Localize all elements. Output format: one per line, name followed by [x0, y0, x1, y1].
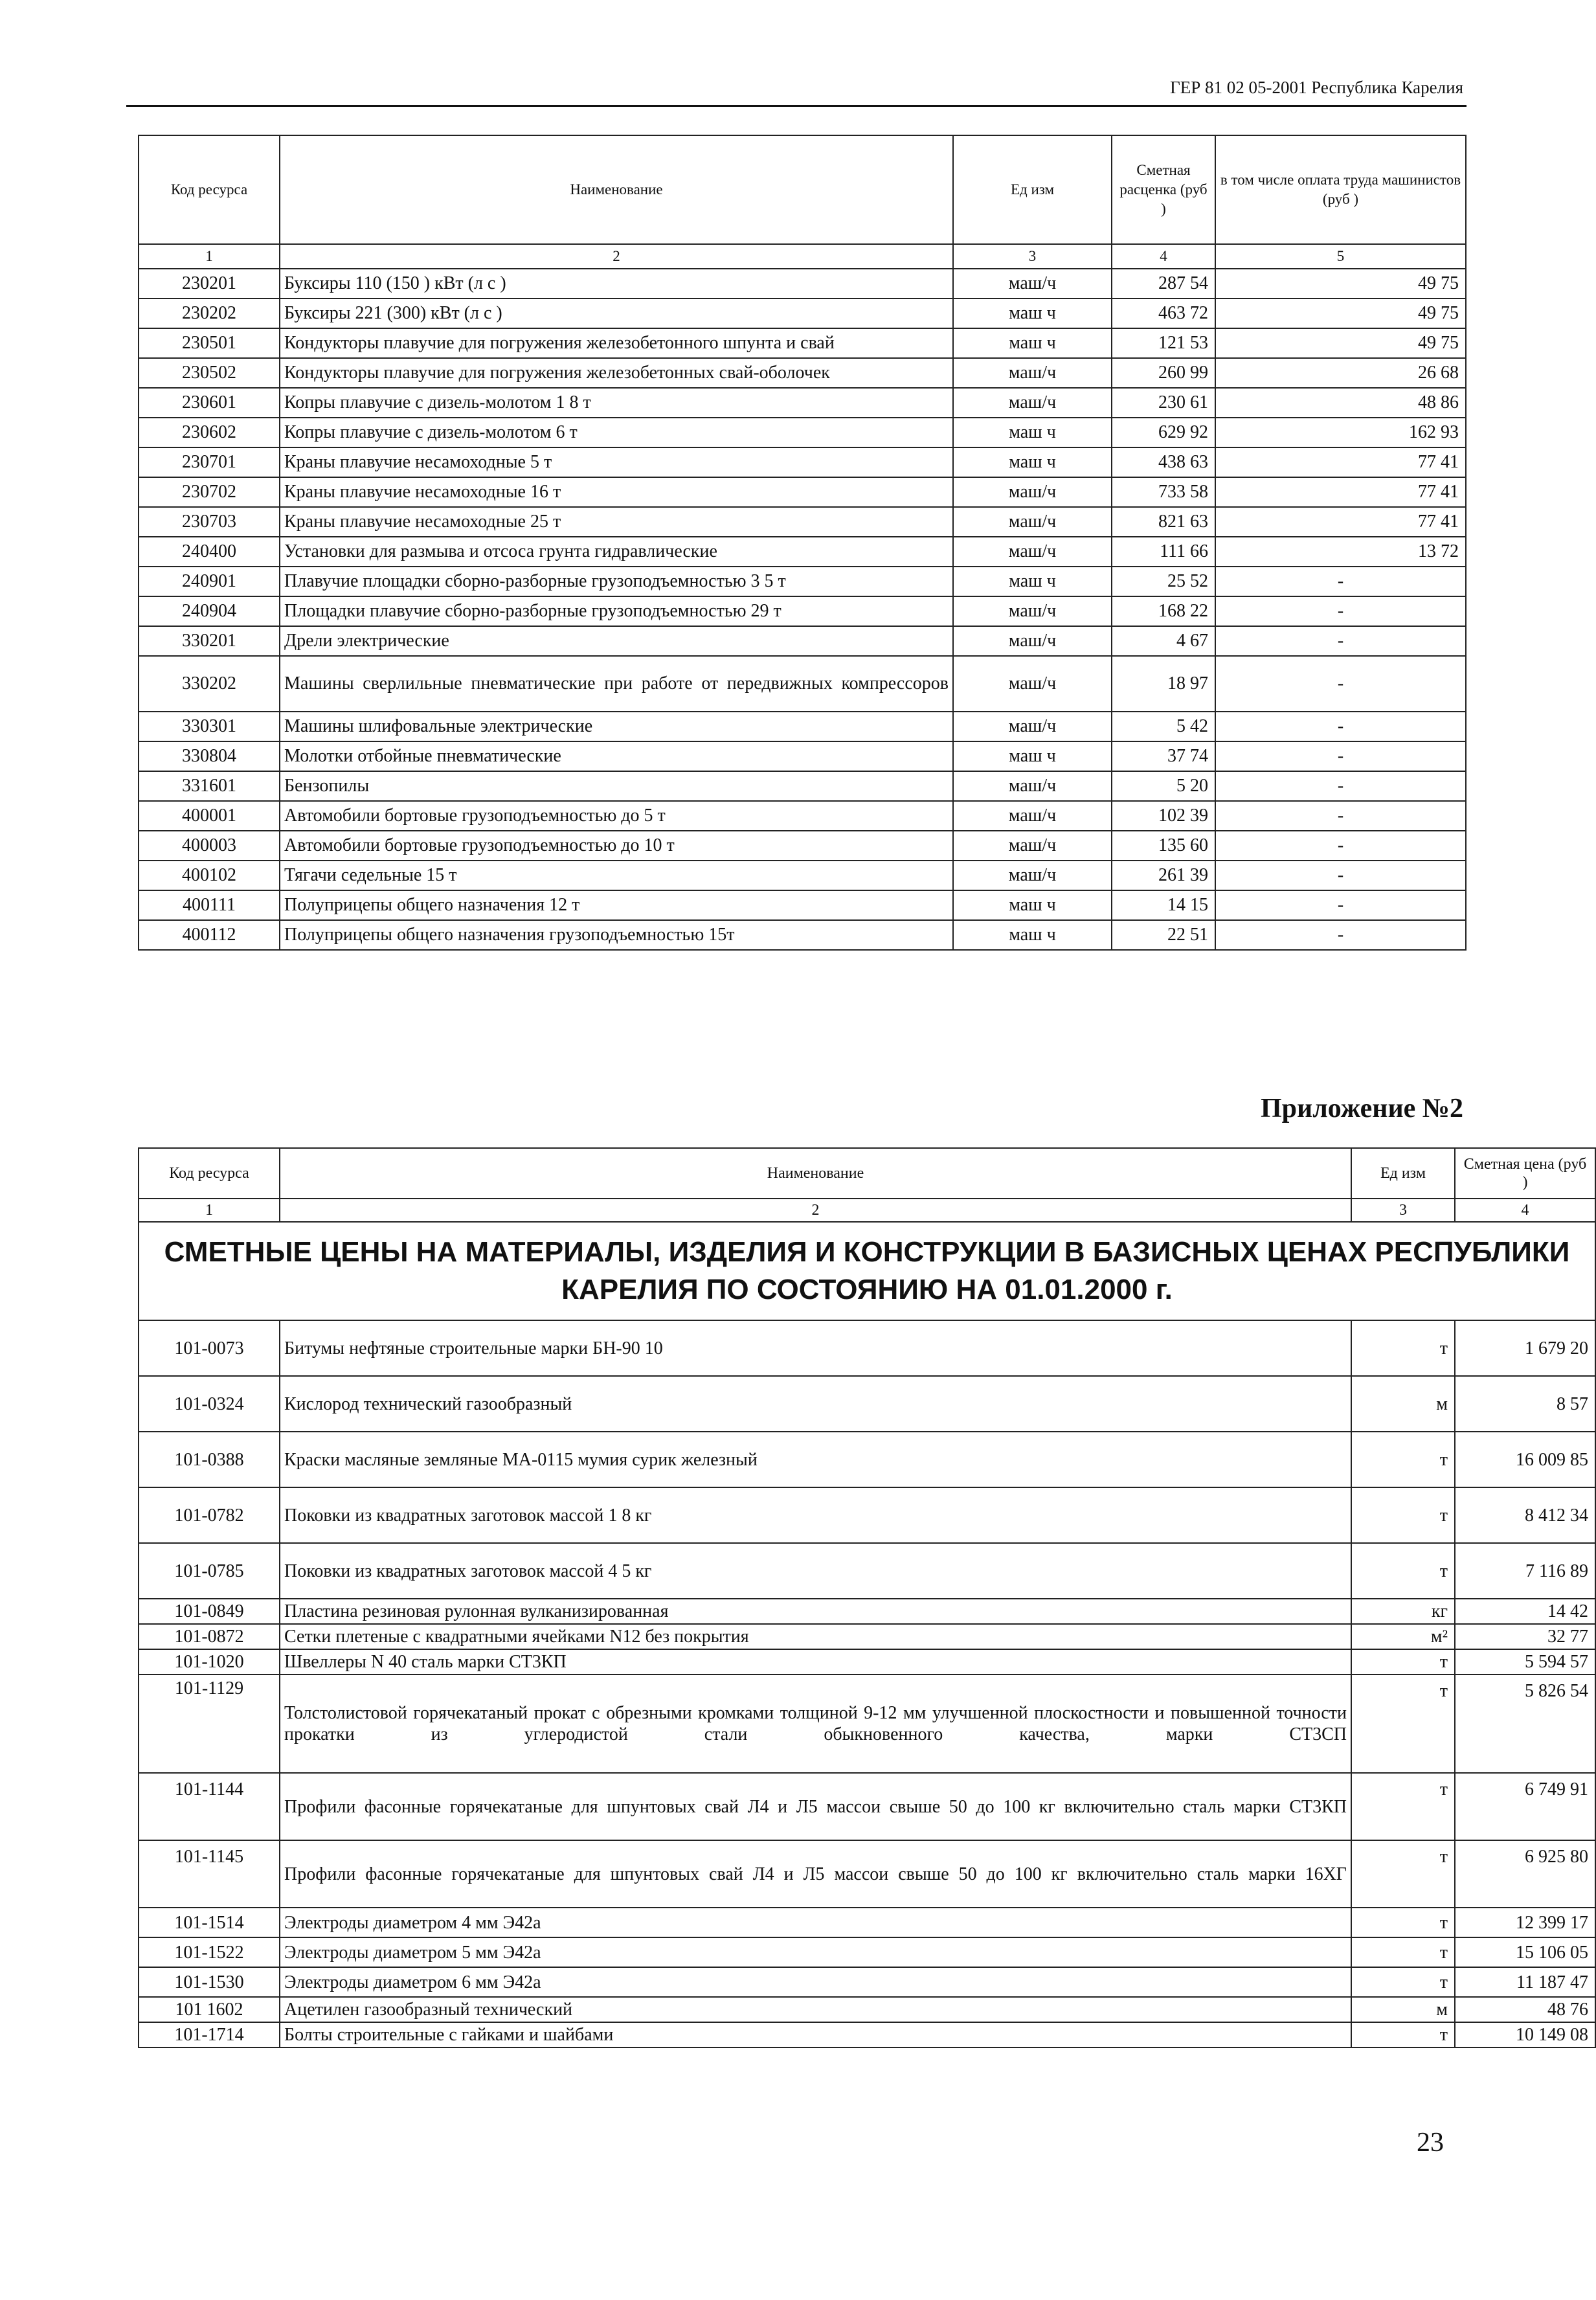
table-row [139, 1320, 1595, 1376]
resource-code: 240400 [139, 537, 280, 567]
estimated-price: 48 76 [1455, 1997, 1595, 2022]
column-number: 5 [1215, 244, 1466, 269]
unit: маш/ч [953, 712, 1112, 741]
column-number: 4 [1455, 1199, 1595, 1222]
unit: маш ч [953, 741, 1112, 771]
resource-name: Установки для размыва и отсоса грунта гидравлические [280, 537, 953, 567]
resource-name: Дрели электрические [280, 626, 953, 656]
operator-wage: 49 75 [1215, 299, 1466, 328]
resource-name: Полуприцепы общего назначения грузоподъемностью 15т [280, 920, 953, 950]
unit: маш/ч [953, 596, 1112, 626]
resource-code: 400001 [139, 801, 280, 831]
table-row [139, 358, 1466, 388]
unit: м² [1351, 1624, 1455, 1649]
estimated-price: 14 42 [1455, 1599, 1595, 1624]
column-header-rate: Сметная расценка (руб ) [1112, 135, 1215, 244]
column-number: 1 [139, 244, 280, 269]
operator-wage: - [1215, 741, 1466, 771]
estimated-price: 6 925 80 [1455, 1840, 1595, 1908]
estimated-rate: 260 99 [1112, 358, 1215, 388]
table-row [139, 1624, 1595, 1649]
resource-code: 101-1714 [139, 2022, 280, 2047]
page-number: 23 [1417, 2128, 1444, 2158]
estimated-price: 12 399 17 [1455, 1908, 1595, 1937]
unit: т [1351, 1840, 1455, 1908]
resource-code: 230601 [139, 388, 280, 418]
resource-code: 101-1144 [139, 1773, 280, 1840]
table-row [139, 1840, 1595, 1908]
estimated-price: 16 009 85 [1455, 1432, 1595, 1487]
unit: маш/ч [953, 626, 1112, 656]
table-row [139, 1432, 1595, 1487]
column-number: 2 [280, 244, 953, 269]
materials-prices-table [138, 1147, 1596, 2048]
unit: маш/ч [953, 801, 1112, 831]
estimated-rate: 14 15 [1112, 890, 1215, 920]
operator-wage: 49 75 [1215, 269, 1466, 299]
resource-name: Кислород технический газообразный [280, 1376, 1351, 1432]
resource-code: 240901 [139, 567, 280, 596]
resource-code: 101-1530 [139, 1967, 280, 1997]
estimated-rate: 22 51 [1112, 920, 1215, 950]
column-header-name: Наименование [280, 1148, 1351, 1199]
estimated-rate: 463 72 [1112, 299, 1215, 328]
operator-wage: - [1215, 656, 1466, 712]
section-banner: СМЕТНЫЕ ЦЕНЫ НА МАТЕРИАЛЫ, ИЗДЕЛИЯ И КОНСТРУКЦИИ В БАЗИСНЫХ ЦЕНАХ РЕСПУБЛИКИ КАРЕЛИЯ ПО СОСТОЯНИЮ НА 01.01.2000 г. [139, 1222, 1595, 1320]
unit: маш/ч [953, 831, 1112, 861]
resource-name: Краны плавучие несамоходные 25 т [280, 507, 953, 537]
table-row [139, 507, 1466, 537]
table-row [139, 771, 1466, 801]
table-row [139, 1674, 1595, 1773]
resource-code: 101-0849 [139, 1599, 280, 1624]
machines-rates-table [138, 135, 1467, 951]
resource-name: Болты строительные с гайками и шайбами [280, 2022, 1351, 2047]
appendix-title: Приложение №2 [1260, 1094, 1463, 1123]
estimated-rate: 168 22 [1112, 596, 1215, 626]
unit: маш/ч [953, 861, 1112, 890]
column-number: 3 [953, 244, 1112, 269]
estimated-rate: 733 58 [1112, 477, 1215, 507]
estimated-rate: 5 42 [1112, 712, 1215, 741]
operator-wage: - [1215, 626, 1466, 656]
table-row [139, 1487, 1595, 1543]
header-rule [126, 105, 1467, 107]
unit: т [1351, 1937, 1455, 1967]
resource-name: Сетки плетеные с квадратными ячейками N12 без покрытия [280, 1624, 1351, 1649]
unit: маш ч [953, 920, 1112, 950]
unit: маш ч [953, 328, 1112, 358]
table-row [139, 2022, 1595, 2047]
resource-code: 101-0324 [139, 1376, 280, 1432]
estimated-rate: 629 92 [1112, 418, 1215, 447]
operator-wage: - [1215, 567, 1466, 596]
resource-name: Швеллеры N 40 сталь марки СТ3КП [280, 1649, 1351, 1674]
resource-code: 230701 [139, 447, 280, 477]
resource-name: Буксиры 221 (300) кВт (л с ) [280, 299, 953, 328]
resource-code: 331601 [139, 771, 280, 801]
estimated-rate: 18 97 [1112, 656, 1215, 712]
operator-wage: 48 86 [1215, 388, 1466, 418]
resource-name: Профили фасонные горячекатаные для шпунтовых свай Л4 и Л5 массои свыше 50 до 100 кг включительно сталь марки 16ХГ [280, 1840, 1351, 1908]
resource-name: Автомобили бортовые грузоподъемностью до 10 т [280, 831, 953, 861]
table-row [139, 1773, 1595, 1840]
resource-code: 101-0785 [139, 1543, 280, 1599]
estimated-rate: 121 53 [1112, 328, 1215, 358]
resource-name: Копры плавучие с дизель-молотом 6 т [280, 418, 953, 447]
estimated-rate: 5 20 [1112, 771, 1215, 801]
resource-code: 101-0872 [139, 1624, 280, 1649]
table-row [139, 712, 1466, 741]
resource-code: 230502 [139, 358, 280, 388]
unit: т [1351, 1674, 1455, 1773]
table-row [139, 1376, 1595, 1432]
table-row [139, 1937, 1595, 1967]
column-header-wage: в том числе оплата труда машинистов (руб ) [1215, 135, 1466, 244]
resource-name: Полуприцепы общего назначения 12 т [280, 890, 953, 920]
operator-wage: - [1215, 712, 1466, 741]
resource-code: 400111 [139, 890, 280, 920]
table-row [139, 890, 1466, 920]
unit: маш/ч [953, 656, 1112, 712]
table-row [139, 1967, 1595, 1997]
resource-name: Краны плавучие несамоходные 5 т [280, 447, 953, 477]
estimated-rate: 37 74 [1112, 741, 1215, 771]
resource-name: Поковки из квадратных заготовок массой 4 5 кг [280, 1543, 1351, 1599]
resource-code: 101-1129 [139, 1674, 280, 1773]
resource-code: 101-1522 [139, 1937, 280, 1967]
resource-code: 240904 [139, 596, 280, 626]
operator-wage: 26 68 [1215, 358, 1466, 388]
unit: маш ч [953, 890, 1112, 920]
operator-wage: - [1215, 596, 1466, 626]
resource-name: Плавучие площадки сборно-разборные грузоподъемностью 3 5 т [280, 567, 953, 596]
estimated-rate: 111 66 [1112, 537, 1215, 567]
unit: маш/ч [953, 771, 1112, 801]
table-row [139, 801, 1466, 831]
unit: маш ч [953, 418, 1112, 447]
resource-code: 330804 [139, 741, 280, 771]
table-row [139, 567, 1466, 596]
table-row [139, 447, 1466, 477]
unit: т [1351, 1543, 1455, 1599]
unit: т [1351, 1432, 1455, 1487]
column-header-name: Наименование [280, 135, 953, 244]
operator-wage: - [1215, 801, 1466, 831]
estimated-price: 5 826 54 [1455, 1674, 1595, 1773]
resource-name: Тягачи седельные 15 т [280, 861, 953, 890]
table-row [139, 299, 1466, 328]
column-header-code: Код ресурса [139, 135, 280, 244]
unit: м [1351, 1997, 1455, 2022]
table-row [139, 861, 1466, 890]
resource-name: Поковки из квадратных заготовок массой 1 8 кг [280, 1487, 1351, 1543]
unit: маш/ч [953, 388, 1112, 418]
table-row [139, 269, 1466, 299]
operator-wage: 77 41 [1215, 447, 1466, 477]
estimated-price: 5 594 57 [1455, 1649, 1595, 1674]
resource-code: 101-1145 [139, 1840, 280, 1908]
unit: т [1351, 1649, 1455, 1674]
unit: маш ч [953, 567, 1112, 596]
table-row [139, 328, 1466, 358]
estimated-price: 6 749 91 [1455, 1773, 1595, 1840]
estimated-rate: 4 67 [1112, 626, 1215, 656]
resource-name: Кондукторы плавучие для погружения железобетонного шпунта и свай [280, 328, 953, 358]
table-row [139, 831, 1466, 861]
column-header-price: Сметная цена (руб ) [1455, 1148, 1595, 1199]
resource-code: 400003 [139, 831, 280, 861]
resource-name: Площадки плавучие сборно-разборные грузоподъемностью 29 т [280, 596, 953, 626]
resource-code: 101-0388 [139, 1432, 280, 1487]
operator-wage: 162 93 [1215, 418, 1466, 447]
resource-code: 230202 [139, 299, 280, 328]
resource-code: 230201 [139, 269, 280, 299]
table-row [139, 626, 1466, 656]
unit: т [1351, 2022, 1455, 2047]
unit: т [1351, 1773, 1455, 1840]
unit: маш/ч [953, 507, 1112, 537]
resource-name: Электроды диаметром 6 мм Э42а [280, 1967, 1351, 1997]
resource-name: Краны плавучие несамоходные 16 т [280, 477, 953, 507]
unit: маш ч [953, 299, 1112, 328]
resource-name: Краски масляные земляные МА-0115 мумия сурик железный [280, 1432, 1351, 1487]
table-row [139, 537, 1466, 567]
document-header-title: ГЕР 81 02 05-2001 Республика Карелия [1170, 78, 1463, 97]
estimated-price: 8 412 34 [1455, 1487, 1595, 1543]
unit: маш/ч [953, 477, 1112, 507]
resource-code: 230501 [139, 328, 280, 358]
estimated-price: 10 149 08 [1455, 2022, 1595, 2047]
operator-wage: 13 72 [1215, 537, 1466, 567]
estimated-rate: 287 54 [1112, 269, 1215, 299]
table-row [139, 1649, 1595, 1674]
estimated-price: 11 187 47 [1455, 1967, 1595, 1997]
estimated-price: 15 106 05 [1455, 1937, 1595, 1967]
resource-name: Ацетилен газообразный технический [280, 1997, 1351, 2022]
resource-code: 230702 [139, 477, 280, 507]
resource-name: Молотки отбойные пневматические [280, 741, 953, 771]
operator-wage: 77 41 [1215, 477, 1466, 507]
unit: маш/ч [953, 358, 1112, 388]
operator-wage: - [1215, 861, 1466, 890]
table-row [139, 1997, 1595, 2022]
operator-wage: 49 75 [1215, 328, 1466, 358]
resource-name: Машины сверлильные пневматические при работе от передвижных компрессоров [280, 656, 953, 712]
estimated-price: 7 116 89 [1455, 1543, 1595, 1599]
table-row [139, 1908, 1595, 1937]
estimated-rate: 230 61 [1112, 388, 1215, 418]
estimated-price: 32 77 [1455, 1624, 1595, 1649]
resource-name: Бензопилы [280, 771, 953, 801]
operator-wage: - [1215, 771, 1466, 801]
unit: т [1351, 1320, 1455, 1376]
column-number: 4 [1112, 244, 1215, 269]
operator-wage: - [1215, 890, 1466, 920]
resource-name: Кондукторы плавучие для погружения железобетонных свай-оболочек [280, 358, 953, 388]
resource-code: 101 1602 [139, 1997, 280, 2022]
resource-name: Копры плавучие с дизель-молотом 1 8 т [280, 388, 953, 418]
resource-name: Машины шлифовальные электрические [280, 712, 953, 741]
unit: т [1351, 1908, 1455, 1937]
column-number: 1 [139, 1199, 280, 1222]
unit: маш/ч [953, 537, 1112, 567]
table-row [139, 388, 1466, 418]
estimated-rate: 438 63 [1112, 447, 1215, 477]
column-header-unit: Ед изм [1351, 1148, 1455, 1199]
table-row [139, 596, 1466, 626]
estimated-price: 1 679 20 [1455, 1320, 1595, 1376]
resource-name: Электроды диаметром 5 мм Э42а [280, 1937, 1351, 1967]
unit: т [1351, 1487, 1455, 1543]
table-row [139, 1543, 1595, 1599]
resource-name: Битумы нефтяные строительные марки БН-90 10 [280, 1320, 1351, 1376]
resource-code: 330301 [139, 712, 280, 741]
unit: маш ч [953, 447, 1112, 477]
resource-code: 101-1020 [139, 1649, 280, 1674]
estimated-rate: 821 63 [1112, 507, 1215, 537]
resource-name: Электроды диаметром 4 мм Э42а [280, 1908, 1351, 1937]
resource-name: Буксиры 110 (150 ) кВт (л с ) [280, 269, 953, 299]
table-row [139, 477, 1466, 507]
table-row [139, 656, 1466, 712]
resource-name: Автомобили бортовые грузоподъемностью до 5 т [280, 801, 953, 831]
unit: т [1351, 1967, 1455, 1997]
resource-name: Толстолистовой горячекатаный прокат с обрезными кромками толщиной 9-12 мм улучшенной плоскостности и повышенной точности прокатки из углеродистой стали обыкновенного качества, марки СТ3СП [280, 1674, 1351, 1773]
resource-code: 400112 [139, 920, 280, 950]
operator-wage: - [1215, 831, 1466, 861]
column-header-unit: Ед изм [953, 135, 1112, 244]
estimated-rate: 135 60 [1112, 831, 1215, 861]
unit: маш/ч [953, 269, 1112, 299]
resource-name: Пластина резиновая рулонная вулканизированная [280, 1599, 1351, 1624]
operator-wage: 77 41 [1215, 507, 1466, 537]
column-header-code: Код ресурса [139, 1148, 280, 1199]
table-row [139, 741, 1466, 771]
resource-code: 101-0782 [139, 1487, 280, 1543]
resource-code: 230602 [139, 418, 280, 447]
table-row [139, 920, 1466, 950]
resource-code: 330201 [139, 626, 280, 656]
estimated-rate: 261 39 [1112, 861, 1215, 890]
resource-code: 400102 [139, 861, 280, 890]
resource-name: Профили фасонные горячекатаные для шпунтовых свай Л4 и Л5 массои свыше 50 до 100 кг включительно сталь марки СТ3КП [280, 1773, 1351, 1840]
resource-code: 101-0073 [139, 1320, 280, 1376]
resource-code: 101-1514 [139, 1908, 280, 1937]
estimated-rate: 25 52 [1112, 567, 1215, 596]
column-number: 3 [1351, 1199, 1455, 1222]
resource-code: 230703 [139, 507, 280, 537]
unit: м [1351, 1376, 1455, 1432]
estimated-price: 8 57 [1455, 1376, 1595, 1432]
operator-wage: - [1215, 920, 1466, 950]
column-number: 2 [280, 1199, 1351, 1222]
estimated-rate: 102 39 [1112, 801, 1215, 831]
table-row [139, 1599, 1595, 1624]
resource-code: 330202 [139, 656, 280, 712]
unit: кг [1351, 1599, 1455, 1624]
table-row [139, 418, 1466, 447]
